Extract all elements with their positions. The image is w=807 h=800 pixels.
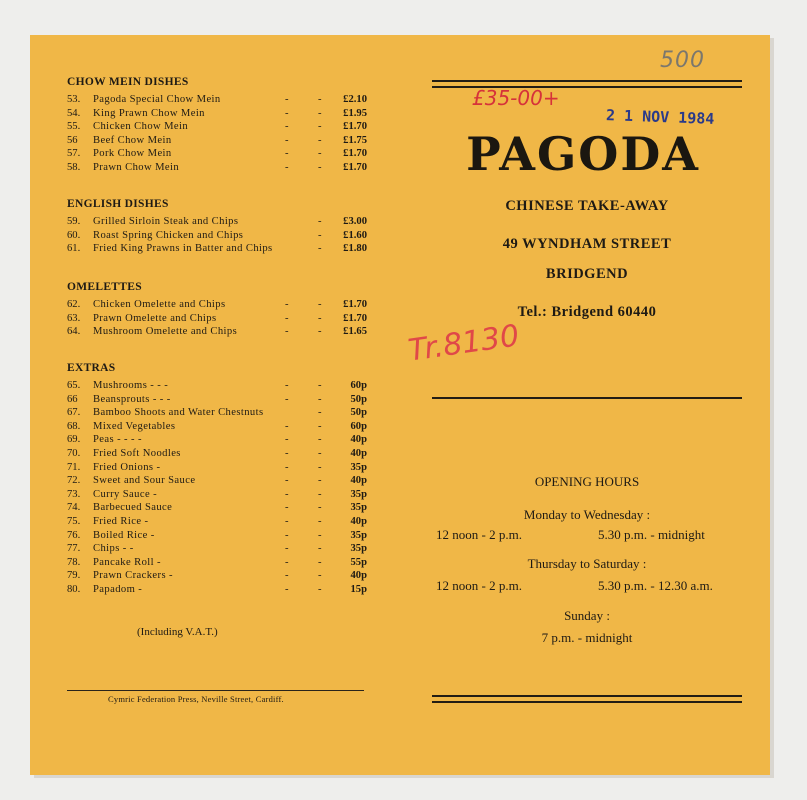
- leader-dash: -: [318, 515, 322, 527]
- leader-dash: -: [285, 161, 289, 173]
- leader-dash: -: [318, 434, 322, 446]
- item-price: 35p: [350, 461, 367, 473]
- menu-section: [67, 198, 367, 256]
- item-number: 61.: [67, 243, 81, 255]
- leader-dash: -: [318, 420, 322, 432]
- item-price: £1.75: [343, 134, 367, 146]
- menu-section: [67, 281, 367, 339]
- item-name: Fried Rice -: [93, 515, 149, 527]
- menu-item: [67, 406, 367, 420]
- leader-dash: -: [318, 312, 322, 324]
- leader-dash: -: [285, 475, 289, 487]
- item-number: 66: [67, 393, 78, 405]
- menu-item: [67, 583, 367, 597]
- bottom-rule-2: [432, 701, 742, 703]
- item-number: 80.: [67, 583, 81, 595]
- item-name: Mushroom Omelette and Chips: [93, 326, 238, 338]
- leader-dash: -: [318, 502, 322, 514]
- item-number: 59.: [67, 216, 81, 227]
- item-price: £1.60: [343, 229, 367, 241]
- item-price: 40p: [350, 570, 367, 582]
- item-price: £1.70: [343, 161, 367, 173]
- menu-item: [67, 242, 367, 256]
- leader-dash: -: [285, 556, 289, 568]
- item-name: Chicken Chow Mein: [93, 121, 189, 133]
- item-number: 54.: [67, 107, 81, 119]
- item-number: 62.: [67, 299, 81, 310]
- item-name: Bamboo Shoots and Water Chestnuts: [93, 407, 264, 419]
- menu-item: [67, 134, 367, 148]
- leader-dash: -: [318, 570, 322, 582]
- leader-dash: -: [318, 543, 322, 555]
- item-name: Mushrooms - - -: [93, 380, 169, 391]
- handwritten-price: £35-00+: [472, 86, 560, 110]
- leader-dash: -: [318, 299, 322, 310]
- leader-dash: -: [285, 434, 289, 446]
- item-name: Papadom -: [93, 583, 143, 595]
- item-number: 58.: [67, 161, 81, 173]
- leader-dash: -: [318, 121, 322, 133]
- section-title: EXTRAS: [67, 362, 116, 374]
- leader-dash: -: [318, 447, 322, 459]
- hours-evening-2: 5.30 p.m. - 12.30 a.m.: [598, 578, 713, 593]
- leader-dash: -: [318, 380, 322, 391]
- hours-sunday: 7 p.m. - midnight: [541, 630, 633, 645]
- leader-dash: -: [285, 502, 289, 514]
- menu-item: [67, 379, 367, 393]
- menu-item: [67, 120, 367, 134]
- item-price: 55p: [350, 556, 367, 568]
- leader-dash: -: [285, 447, 289, 459]
- leader-dash: -: [318, 475, 322, 487]
- item-name: Boiled Rice -: [93, 529, 155, 541]
- menu-item: [67, 215, 367, 229]
- address-town: BRIDGEND: [545, 266, 629, 282]
- handwritten-reference: Tr.8130: [406, 318, 522, 369]
- leader-dash: -: [285, 570, 289, 582]
- menu-item: [67, 93, 367, 107]
- menu-item: [67, 107, 367, 121]
- item-price: 35p: [350, 543, 367, 555]
- hours-lunch-2: 12 noon - 2 p.m.: [436, 578, 522, 593]
- subtitle: CHINESE TAKE-AWAY: [505, 198, 669, 214]
- item-name: Fried King Prawns in Batter and Chips: [93, 243, 273, 255]
- menu-item: [67, 312, 367, 326]
- item-number: 72.: [67, 475, 81, 487]
- item-price: £1.70: [343, 312, 367, 324]
- leader-dash: -: [318, 407, 322, 419]
- item-number: 63.: [67, 312, 81, 324]
- item-number: 73.: [67, 488, 81, 500]
- menu-item: [67, 298, 367, 312]
- top-rule-1: [432, 80, 742, 82]
- item-name: Pork Chow Mein: [93, 148, 172, 160]
- footer-rule: [67, 690, 364, 691]
- menu-item: [67, 461, 367, 475]
- leader-dash: -: [285, 583, 289, 595]
- leader-dash: -: [318, 134, 322, 146]
- item-price: £1.70: [343, 299, 367, 310]
- item-price: 50p: [350, 393, 367, 405]
- leader-dash: -: [285, 299, 289, 310]
- leader-dash: -: [318, 393, 322, 405]
- handwritten-number: 500: [660, 48, 705, 73]
- restaurant-name: PAGODA: [466, 127, 700, 181]
- leader-dash: -: [318, 556, 322, 568]
- item-name: Roast Spring Chicken and Chips: [93, 229, 244, 241]
- item-number: 75.: [67, 515, 81, 527]
- menu-item: [67, 161, 367, 175]
- item-name: Prawn Omelette and Chips: [93, 312, 217, 324]
- item-number: 60.: [67, 229, 81, 241]
- item-name: Grilled Sirloin Steak and Chips: [93, 216, 239, 227]
- item-price: £1.70: [343, 148, 367, 160]
- item-name: Pagoda Special Chow Mein: [93, 94, 221, 105]
- item-name: Chicken Omelette and Chips: [93, 299, 226, 310]
- menu-item: [67, 488, 367, 502]
- item-name: Peas - - - -: [93, 434, 142, 446]
- item-name: Prawn Crackers -: [93, 570, 173, 582]
- item-number: 69.: [67, 434, 81, 446]
- item-number: 74.: [67, 502, 81, 514]
- hours-title: OPENING HOURS: [534, 474, 640, 489]
- leader-dash: -: [285, 543, 289, 555]
- section-title: OMELETTES: [67, 281, 142, 293]
- leader-dash: -: [285, 488, 289, 500]
- leader-dash: -: [285, 461, 289, 473]
- menu-item: [67, 542, 367, 556]
- item-name: Beansprouts - - -: [93, 393, 171, 405]
- menu-item: [67, 515, 367, 529]
- leader-dash: -: [285, 515, 289, 527]
- vat-note: (Including V.A.T.): [137, 626, 218, 638]
- item-price: 40p: [350, 447, 367, 459]
- menu-item: [67, 529, 367, 543]
- item-price: 40p: [350, 515, 367, 527]
- bottom-rule-1: [432, 695, 742, 697]
- menu-section: [67, 362, 367, 597]
- leader-dash: -: [318, 216, 322, 227]
- item-name: Sweet and Sour Sauce: [93, 475, 196, 487]
- item-price: 15p: [350, 583, 367, 595]
- date-stamp: 2 1 NOV 1984: [605, 106, 715, 128]
- item-price: 40p: [350, 475, 367, 487]
- item-price: 50p: [350, 407, 367, 419]
- menu-section: [67, 76, 367, 175]
- leader-dash: -: [285, 148, 289, 160]
- item-name: Barbecued Sauce: [93, 502, 173, 514]
- leader-dash: -: [285, 312, 289, 324]
- item-number: 70.: [67, 447, 81, 459]
- menu-item: [67, 569, 367, 583]
- menu-item: [67, 474, 367, 488]
- item-number: 79.: [67, 570, 81, 582]
- leader-dash: -: [285, 121, 289, 133]
- menu-item: [67, 393, 367, 407]
- menu-item: [67, 420, 367, 434]
- menu-item: [67, 147, 367, 161]
- leader-dash: -: [285, 107, 289, 119]
- item-price: 60p: [350, 380, 367, 391]
- item-number: 76.: [67, 529, 81, 541]
- item-price: 35p: [350, 529, 367, 541]
- item-price: £3.00: [343, 216, 367, 227]
- item-number: 57.: [67, 148, 81, 160]
- leader-dash: -: [318, 148, 322, 160]
- item-name: Mixed Vegetables: [93, 420, 176, 432]
- item-number: 64.: [67, 326, 81, 338]
- item-number: 55.: [67, 121, 81, 133]
- printer-credit: Cymric Federation Press, Neville Street, Cardiff.: [108, 694, 284, 704]
- item-price: 35p: [350, 488, 367, 500]
- item-number: 65.: [67, 380, 81, 391]
- leader-dash: -: [318, 326, 322, 338]
- item-number: 56: [67, 134, 78, 146]
- leader-dash: -: [318, 461, 322, 473]
- item-price: £1.70: [343, 121, 367, 133]
- leader-dash: -: [285, 420, 289, 432]
- hours-lunch-1: 12 noon - 2 p.m.: [436, 527, 522, 542]
- item-price: £1.65: [343, 326, 367, 338]
- item-number: 71.: [67, 461, 81, 473]
- menu-item: [67, 501, 367, 515]
- item-price: 35p: [350, 502, 367, 514]
- leader-dash: -: [285, 94, 289, 105]
- item-price: £1.80: [343, 243, 367, 255]
- leader-dash: -: [318, 583, 322, 595]
- item-price: £2.10: [343, 94, 367, 105]
- menu-item: [67, 447, 367, 461]
- leader-dash: -: [318, 488, 322, 500]
- address-street: 49 WYNDHAM STREET: [502, 236, 672, 252]
- leader-dash: -: [285, 380, 289, 391]
- item-name: Fried Soft Noodles: [93, 447, 181, 459]
- item-name: Pancake Roll -: [93, 556, 161, 568]
- middle-rule: [432, 397, 742, 399]
- item-name: Fried Onions -: [93, 461, 161, 473]
- item-number: 67.: [67, 407, 81, 419]
- phone-number: Tel.: Bridgend 60440: [517, 304, 657, 320]
- menu-item: [67, 325, 367, 339]
- item-name: King Prawn Chow Mein: [93, 107, 205, 119]
- leader-dash: -: [318, 94, 322, 105]
- item-price: £1.95: [343, 107, 367, 119]
- hours-evening-1: 5.30 p.m. - midnight: [598, 527, 705, 542]
- item-price: 60p: [350, 420, 367, 432]
- item-name: Prawn Chow Mein: [93, 161, 180, 173]
- leader-dash: -: [318, 243, 322, 255]
- leader-dash: -: [318, 161, 322, 173]
- item-number: 77.: [67, 543, 81, 555]
- item-name: Beef Chow Mein: [93, 134, 172, 146]
- leader-dash: -: [318, 229, 322, 241]
- hours-days-2: Thursday to Saturday :: [527, 556, 647, 571]
- leader-dash: -: [318, 529, 322, 541]
- leader-dash: -: [285, 134, 289, 146]
- menu-item: [67, 556, 367, 570]
- item-price: 40p: [350, 434, 367, 446]
- menu-item: [67, 433, 367, 447]
- leader-dash: -: [285, 326, 289, 338]
- section-title: ENGLISH DISHES: [67, 198, 169, 210]
- item-name: Curry Sauce -: [93, 488, 158, 500]
- menu-item: [67, 229, 367, 243]
- leader-dash: -: [285, 529, 289, 541]
- item-number: 78.: [67, 556, 81, 568]
- section-title: CHOW MEIN DISHES: [67, 76, 189, 88]
- hours-days-1: Monday to Wednesday :: [523, 507, 651, 522]
- hours-days-sunday: Sunday :: [564, 608, 610, 623]
- item-name: Chips - -: [93, 543, 134, 555]
- item-number: 53.: [67, 94, 81, 105]
- leader-dash: -: [285, 393, 289, 405]
- item-number: 68.: [67, 420, 81, 432]
- leader-dash: -: [318, 107, 322, 119]
